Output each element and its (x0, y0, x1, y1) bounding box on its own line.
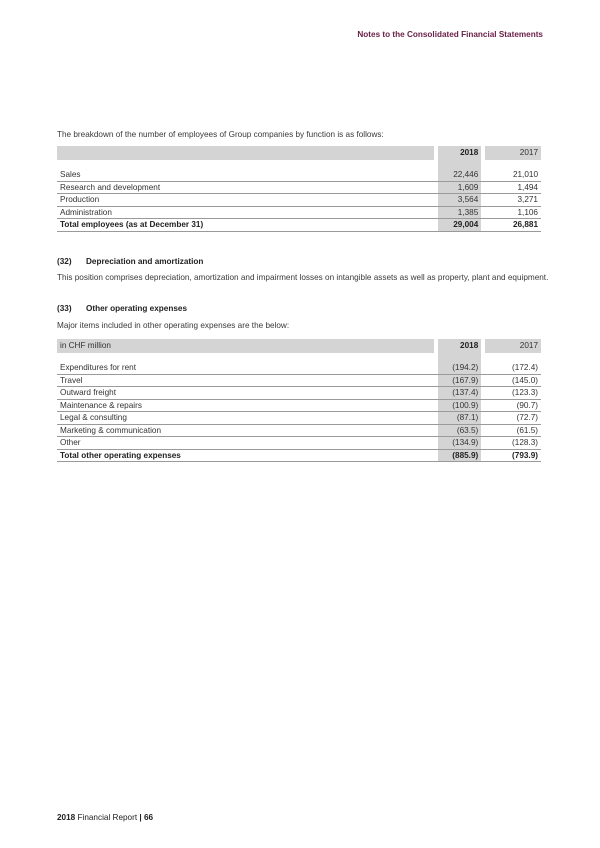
value-2017: (72.7) (485, 412, 541, 425)
value-2018: (134.9) (438, 437, 481, 450)
table-row (57, 412, 541, 425)
row-label: Production (57, 194, 434, 207)
value-2018: 3,564 (438, 194, 481, 207)
total-2017: 26,881 (485, 219, 541, 232)
note-title: Other operating expenses (86, 304, 188, 313)
operating-expenses-table (57, 339, 541, 462)
value-2018: (63.5) (438, 425, 481, 438)
table-row (57, 182, 541, 195)
table-header-row (57, 146, 541, 160)
row-label: Maintenance & repairs (57, 400, 434, 413)
page-number: 66 (143, 813, 154, 822)
total-row (57, 219, 541, 232)
note-32-text: This position comprises depreciation, amortization and impairment losses on intangible assets as well as property, plant and equipment. (57, 273, 549, 282)
value-2018: (137.4) (438, 387, 481, 400)
value-2018: 1,609 (438, 182, 481, 195)
value-2017: 1,494 (485, 182, 541, 195)
table-row (57, 194, 541, 207)
total-2018: 29,004 (438, 219, 481, 232)
row-label: Legal & consulting (57, 412, 434, 425)
note-number: (33) (57, 304, 72, 313)
note-32-heading (57, 257, 203, 266)
footer-separator: | (139, 813, 142, 822)
value-2017: 21,010 (485, 169, 541, 182)
row-label: Outward freight (57, 387, 434, 400)
value-2018: (167.9) (438, 375, 481, 388)
total-2018: (885.9) (438, 450, 481, 463)
header-2017: 2017 (485, 146, 541, 160)
value-2017: 1,106 (485, 207, 541, 220)
value-2017: (123.3) (485, 387, 541, 400)
header-2018: 2018 (438, 146, 481, 160)
total-label: Total employees (as at December 31) (57, 219, 434, 232)
employees-table (57, 146, 541, 232)
note-33-heading (57, 304, 187, 313)
header-unit: in CHF million (57, 339, 434, 353)
row-label: Administration (57, 207, 434, 220)
row-label: Marketing & communication (57, 425, 434, 438)
table-row (57, 362, 541, 375)
table-row (57, 207, 541, 220)
table-header-row (57, 339, 541, 353)
row-label: Sales (57, 169, 434, 182)
value-2018: 1,385 (438, 207, 481, 220)
value-2017: (90.7) (485, 400, 541, 413)
value-2017: (172.4) (485, 362, 541, 375)
employees-intro: The breakdown of the number of employees of Group companies by function is as follows: (57, 130, 384, 139)
table-row (57, 387, 541, 400)
running-header: Notes to the Consolidated Financial Statements (357, 30, 543, 39)
value-2018: (100.9) (438, 400, 481, 413)
value-2018: 22,446 (438, 169, 481, 182)
row-label: Other (57, 437, 434, 450)
header-label (57, 146, 434, 160)
table-row (57, 169, 541, 182)
note-title: Depreciation and amortization (86, 257, 204, 266)
row-label: Travel (57, 375, 434, 388)
total-row (57, 450, 541, 463)
footer-report: Financial Report (77, 813, 138, 822)
value-2018: (194.2) (438, 362, 481, 375)
table-row (57, 400, 541, 413)
row-label: Expenditures for rent (57, 362, 434, 375)
value-2017: (61.5) (485, 425, 541, 438)
page-footer (57, 813, 153, 822)
table-row (57, 375, 541, 388)
header-2018: 2018 (438, 339, 481, 353)
value-2018: (87.1) (438, 412, 481, 425)
value-2017: (128.3) (485, 437, 541, 450)
total-label: Total other operating expenses (57, 450, 434, 463)
table-row (57, 437, 541, 450)
table-row (57, 425, 541, 438)
value-2017: (145.0) (485, 375, 541, 388)
value-2017: 3,271 (485, 194, 541, 207)
header-2017: 2017 (485, 339, 541, 353)
note-number: (32) (57, 257, 72, 266)
note-33-text: Major items included in other operating expenses are the below: (57, 321, 290, 330)
row-label: Research and development (57, 182, 434, 195)
footer-year: 2018 (57, 813, 76, 822)
total-2017: (793.9) (485, 450, 541, 463)
